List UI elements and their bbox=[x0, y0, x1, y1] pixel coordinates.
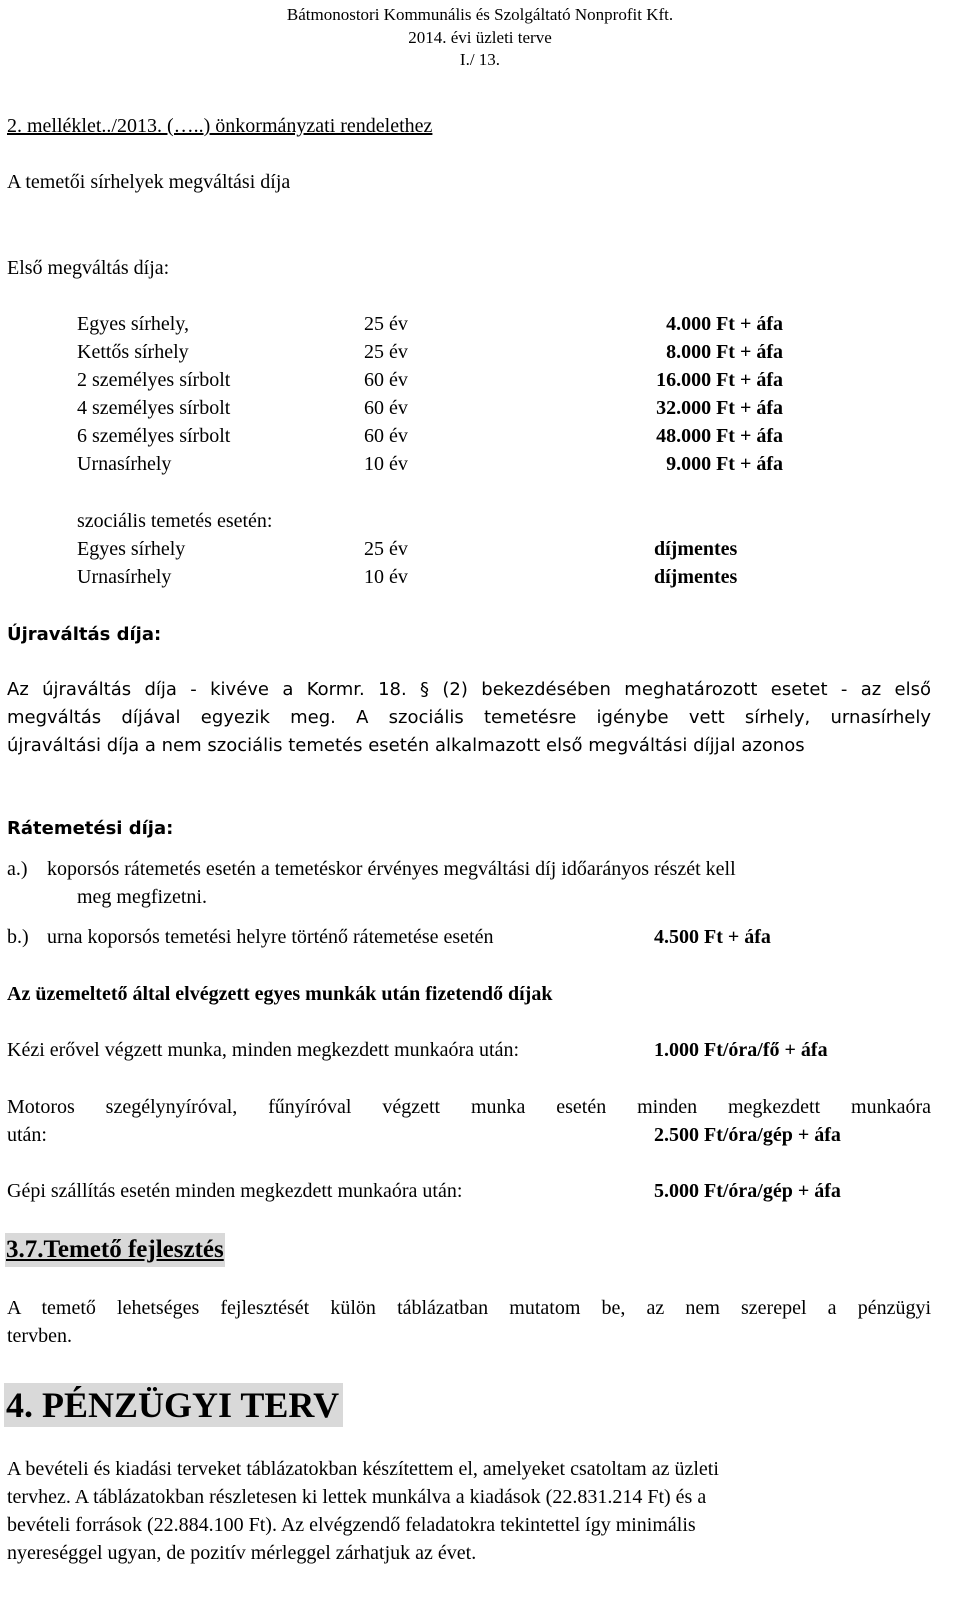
fee-row-years: 25 év bbox=[364, 341, 408, 363]
motor-work-text: után: bbox=[7, 1124, 47, 1146]
reredemption-line: Az újraváltás díja - kivéve a Kormr. 18. § (2) bekezdésében meghatározott esetet - az első bbox=[7, 679, 931, 700]
social-row-years: 25 év bbox=[364, 538, 408, 560]
first-redemption-heading: Első megváltás díja: bbox=[7, 257, 170, 279]
fee-row-name: 6 személyes sírbolt bbox=[77, 425, 231, 447]
reredemption-line: megváltás díjával egyezik meg. A szociális temetésre igénybe vett sírhely, urnasírhely bbox=[7, 707, 931, 728]
section-4-text: tervhez. A táblázatokban részletesen ki lettek munkálva a kiadások (22.831.214 Ft) és a bbox=[7, 1486, 707, 1508]
fee-row-name: Urnasírhely bbox=[77, 453, 172, 475]
social-row-years: 10 év bbox=[364, 566, 408, 588]
section-4-text: A bevételi és kiadási terveket táblázatokban készítettem el, amelyeket csatoltam az üzleti bbox=[7, 1458, 719, 1480]
fee-row-years: 60 év bbox=[364, 397, 408, 419]
fee-row-name: Kettős sírhely bbox=[77, 341, 189, 363]
fee-row-years: 10 év bbox=[364, 453, 408, 475]
section-4-text: nyereséggel ugyan, de pozitív mérleggel zárhatjuk az évet. bbox=[7, 1542, 477, 1564]
fee-row-price: 9.000 Ft + áfa bbox=[666, 453, 783, 475]
section-title: A temetői sírhelyek megváltási díja bbox=[7, 171, 291, 193]
reburial-b-price: 4.500 Ft + áfa bbox=[654, 926, 771, 948]
reburial-b-label: b.) bbox=[7, 926, 29, 948]
section-3-7-text: tervben. bbox=[7, 1325, 72, 1347]
fee-row-price: 16.000 Ft + áfa bbox=[656, 369, 783, 391]
fee-row-years: 60 év bbox=[364, 369, 408, 391]
fee-row-years: 60 év bbox=[364, 425, 408, 447]
manual-work-price: 1.000 Ft/óra/fő + áfa bbox=[654, 1039, 828, 1061]
fee-row-price: 4.000 Ft + áfa bbox=[666, 313, 783, 335]
reredemption-heading: Újraváltás díja: bbox=[7, 624, 162, 645]
reburial-a-label: a.) bbox=[7, 858, 28, 880]
section-3-7-title: 3.7.Temető fejlesztés bbox=[5, 1233, 225, 1267]
header-company: Bátmonostori Kommunális és Szolgáltató Nonprofit Kft. bbox=[286, 5, 674, 24]
reburial-a-text: koporsós rátemetés esetén a temetéskor érvényes megváltási díj időarányos részét kell bbox=[47, 858, 736, 880]
section-4-title: 4. PÉNZÜGYI TERV bbox=[4, 1383, 343, 1427]
operator-fees-heading: Az üzemeltető által elvégzett egyes munkák után fizetendő díjak bbox=[7, 983, 553, 1005]
annex-title: 2. melléklet../2013. (…..) önkormányzati rendelethez bbox=[7, 115, 433, 137]
fee-row-name: 2 személyes sírbolt bbox=[77, 369, 231, 391]
section-4-text: bevételi források (22.884.100 Ft). Az elvégzendő feladatokra tekintettel így minimális bbox=[7, 1514, 696, 1536]
reburial-heading: Rátemetési díja: bbox=[7, 818, 174, 839]
social-row-name: Urnasírhely bbox=[77, 566, 172, 588]
reburial-a-text: meg megfizetni. bbox=[77, 886, 207, 908]
motor-work-price: 2.500 Ft/óra/gép + áfa bbox=[654, 1124, 841, 1146]
header-plan: 2014. évi üzleti terve bbox=[408, 28, 552, 47]
reburial-b-text: urna koporsós temetési helyre történő rátemetése esetén bbox=[47, 926, 494, 948]
fee-row-name: Egyes sírhely, bbox=[77, 313, 190, 335]
machine-transport-text: Gépi szállítás esetén minden megkezdett munkaóra után: bbox=[7, 1180, 463, 1202]
manual-work-text: Kézi erővel végzett munka, minden megkezdett munkaóra után: bbox=[7, 1039, 520, 1061]
reredemption-line: újraváltási díja a nem szociális temetés esetén alkalmazott első megváltási díjjal azonos bbox=[7, 735, 805, 756]
fee-row-years: 25 év bbox=[364, 313, 408, 335]
social-row-price: díjmentes bbox=[654, 538, 738, 560]
motor-work-text: Motoros szegélynyíróval, fűnyíróval végzett munka esetén minden megkezdett munkaóra bbox=[7, 1096, 931, 1118]
machine-transport-price: 5.000 Ft/óra/gép + áfa bbox=[654, 1180, 841, 1202]
fee-row-price: 48.000 Ft + áfa bbox=[656, 425, 783, 447]
social-row-price: díjmentes bbox=[654, 566, 738, 588]
header-page: I./ 13. bbox=[459, 50, 501, 69]
fee-row-price: 8.000 Ft + áfa bbox=[666, 341, 783, 363]
social-heading: szociális temetés esetén: bbox=[77, 510, 273, 532]
fee-row-price: 32.000 Ft + áfa bbox=[656, 397, 783, 419]
section-3-7-text: A temető lehetséges fejlesztését külön táblázatban mutatom be, az nem szerepel a pénzügyi bbox=[7, 1297, 931, 1319]
social-row-name: Egyes sírhely bbox=[77, 538, 186, 560]
fee-row-name: 4 személyes sírbolt bbox=[77, 397, 231, 419]
